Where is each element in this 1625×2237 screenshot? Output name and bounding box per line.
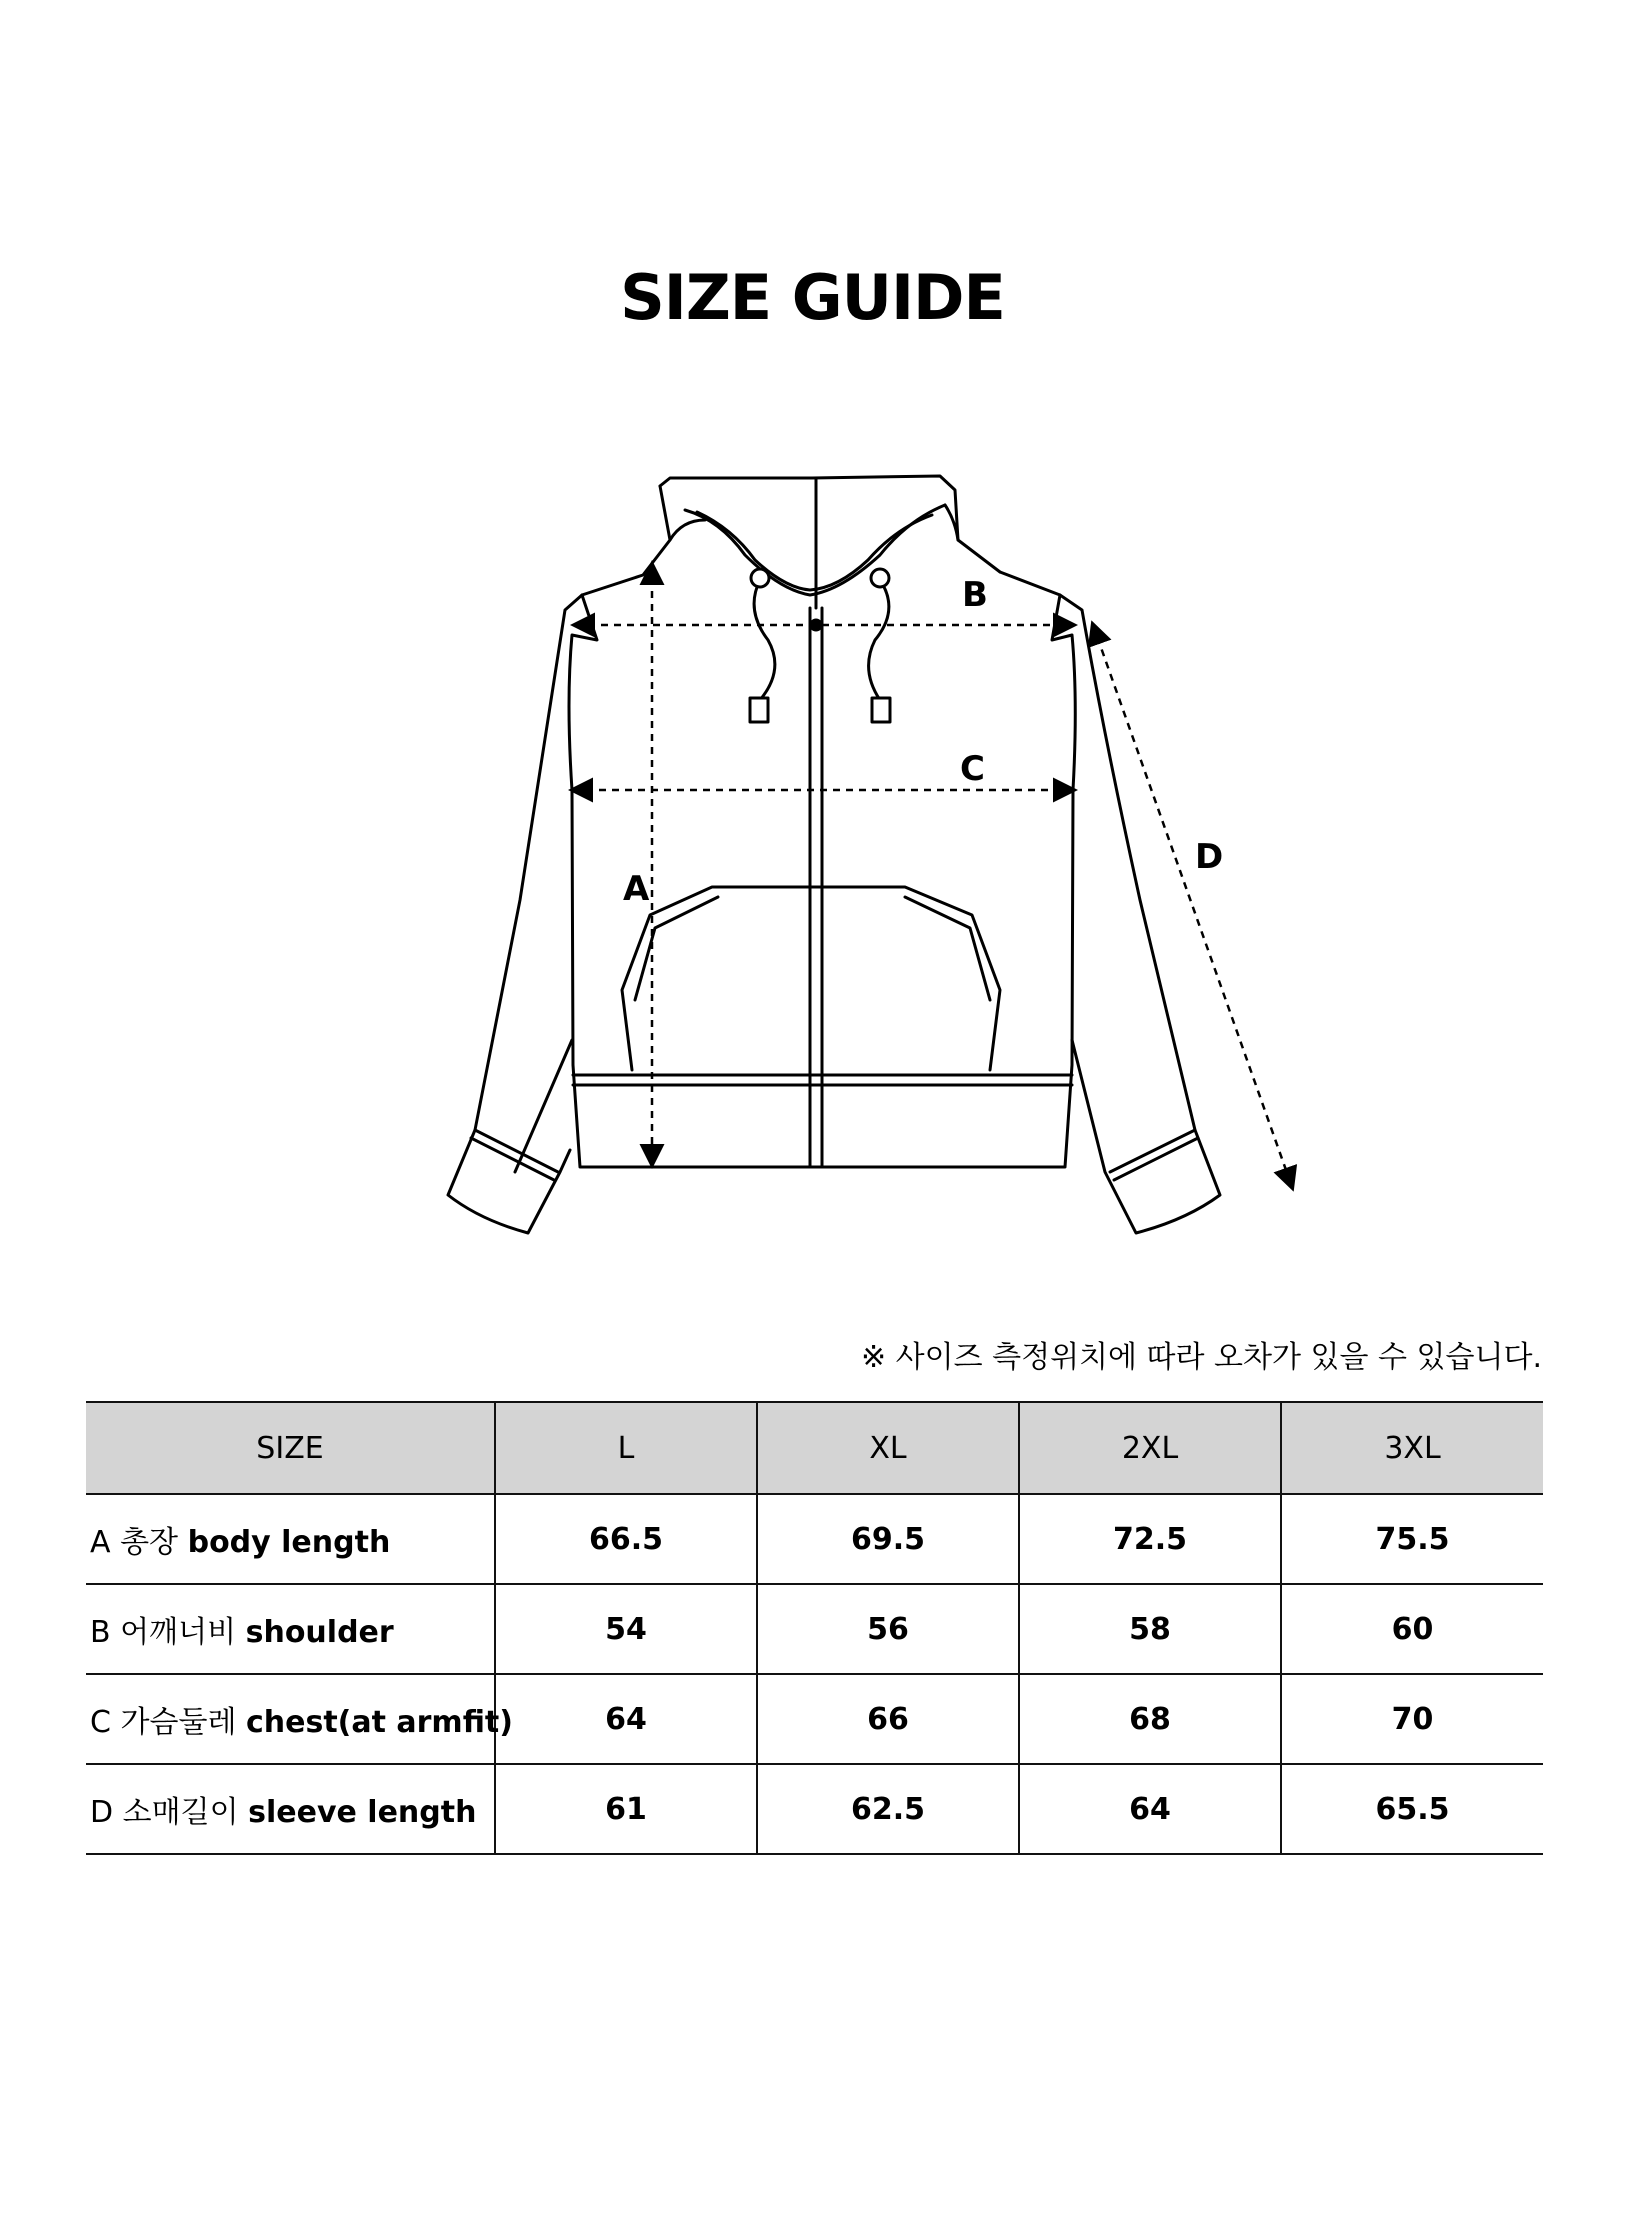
label-b: B	[962, 575, 988, 615]
header-xl: XL	[757, 1402, 1019, 1494]
table-cell: 72.5	[1019, 1494, 1281, 1584]
row-code: C	[90, 1705, 111, 1740]
table-row	[86, 1674, 1543, 1764]
row-label-english: shoulder	[245, 1615, 394, 1650]
measurement-note: ※ 사이즈 측정위치에 따라 오차가 있을 수 있습니다.	[860, 1340, 1542, 1375]
row-label	[86, 1494, 495, 1584]
table-cell: 75.5	[1281, 1494, 1543, 1584]
header-3xl: 3XL	[1281, 1402, 1543, 1494]
row-label	[86, 1584, 495, 1674]
label-d: D	[1195, 837, 1224, 877]
left-sleeve	[448, 595, 582, 1233]
size-table	[86, 1401, 1543, 1855]
row-label	[86, 1764, 495, 1854]
table-cell: 64	[1019, 1764, 1281, 1854]
hood-outline	[660, 476, 1000, 572]
table-cell: 56	[757, 1584, 1019, 1674]
table-cell: 60	[1281, 1584, 1543, 1674]
row-label-english: sleeve length	[248, 1795, 477, 1830]
table-cell: 66.5	[495, 1494, 757, 1584]
table-cell: 68	[1019, 1674, 1281, 1764]
table-cell: 62.5	[757, 1764, 1019, 1854]
table-row	[86, 1764, 1543, 1854]
row-code: B	[90, 1615, 111, 1650]
row-label-english: chest(at armfit)	[245, 1705, 513, 1740]
header-size: SIZE	[86, 1402, 495, 1494]
row-code: D	[90, 1795, 114, 1830]
dimension-line-d	[1093, 625, 1292, 1187]
right-sleeve	[1060, 595, 1220, 1233]
table-row	[86, 1494, 1543, 1584]
table-cell: 58	[1019, 1584, 1281, 1674]
row-code: A	[90, 1525, 111, 1560]
table-cell: 66	[757, 1674, 1019, 1764]
row-label-korean: 가슴둘레	[120, 1705, 237, 1740]
header-l: L	[495, 1402, 757, 1494]
page-title: SIZE GUIDE	[620, 261, 1005, 334]
row-label-korean: 총장	[120, 1525, 179, 1560]
label-c: C	[960, 749, 985, 789]
table-cell: 61	[495, 1764, 757, 1854]
row-label-english: body length	[187, 1525, 391, 1560]
table-cell: 54	[495, 1584, 757, 1674]
label-a: A	[623, 869, 650, 909]
row-label-korean: 소매길이	[122, 1795, 239, 1830]
table-cell: 69.5	[757, 1494, 1019, 1584]
hoodie-diagram	[360, 460, 1300, 1260]
header-2xl: 2XL	[1019, 1402, 1281, 1494]
table-header-row	[86, 1402, 1543, 1494]
table-cell: 64	[495, 1674, 757, 1764]
table-cell: 65.5	[1281, 1764, 1543, 1854]
row-label-korean: 어깨너비	[120, 1615, 237, 1650]
row-label	[86, 1674, 513, 1764]
table-cell: 70	[1281, 1674, 1543, 1764]
table-row	[86, 1584, 1543, 1674]
